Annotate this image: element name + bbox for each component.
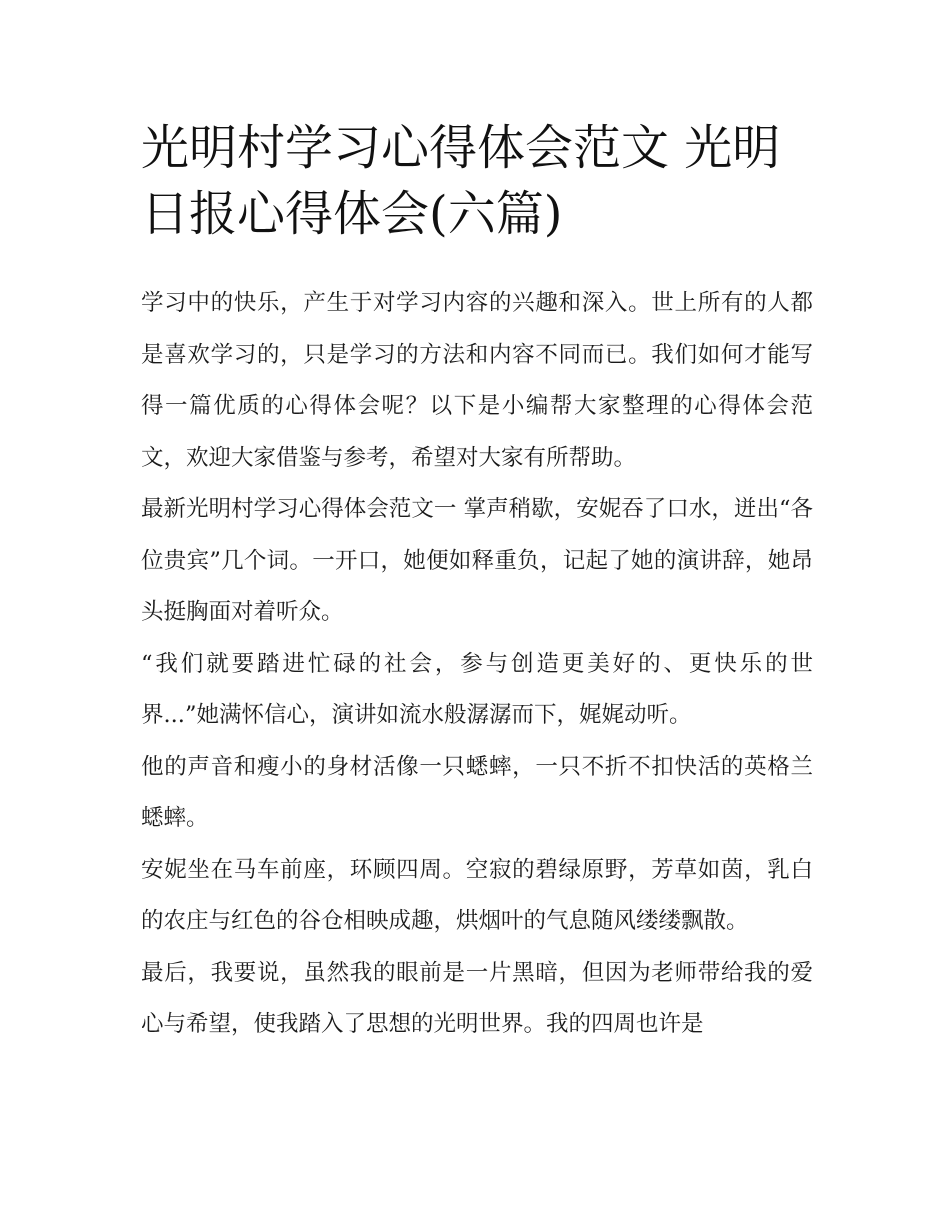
paragraph-intro: 学习中的快乐，产生于对学习内容的兴趣和深入。世上所有的人都是喜欢学习的，只是学习的方法和内容不同而已。我们如何才能写得一篇优质的心得体会呢？以下是小编帮大家整理的心得体会范文，欢迎大家借鉴与参考，希望对大家有所帮助。	[141, 290, 813, 471]
document-title: 光明村学习心得体会范文 光明日报心得体会(六篇)	[141, 120, 781, 242]
paragraph-closing: 最后，我要说，虽然我的眼前是一片黑暗，但因为老师带给我的爱心与希望，使我踏入了思想的光明世界。我的四周也许是	[141, 959, 813, 1037]
paragraph-carriage-scene: 安妮坐在马车前座，环顾四周。空寂的碧绿原野，芳草如茵，乳白的农庄与红色的谷仓相映成趣，烘烟叶的气息随风缕缕飘散。	[141, 856, 813, 934]
paragraph-cricket: 他的声音和瘦小的身材活像一只蟋蟀，一只不折不扣快活的英格兰蟋蟀。	[141, 753, 813, 831]
paragraph-speech-quote: “我们就要踏进忙碌的社会，参与创造更美好的、更快乐的世界...”她满怀信心，演讲如流水般潺潺而下，娓娓动听。	[141, 650, 813, 728]
paragraph-essay-one-opening: 最新光明村学习心得体会范文一 掌声稍歇，安妮吞了口水，迸出“各位贵宾”几个词。一开口，她便如释重负，记起了她的演讲辞，她昂头挺胸面对着听众。	[141, 496, 813, 625]
document-body	[141, 278, 813, 1051]
